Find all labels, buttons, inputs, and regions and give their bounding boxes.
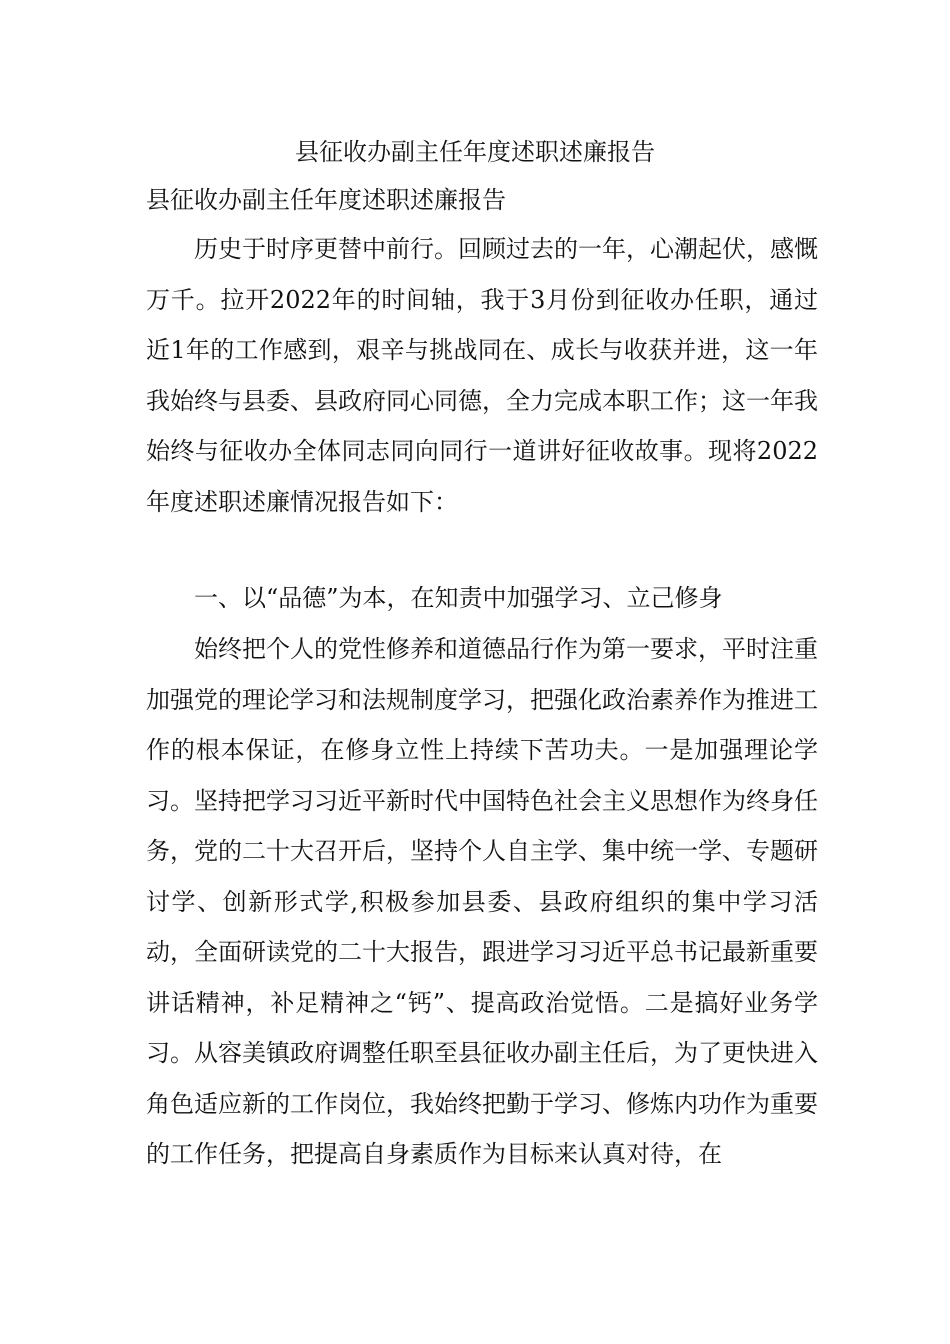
document-subtitle: 县征收办副主任年度述职述廉报告 xyxy=(146,186,506,214)
intro-paragraph: 历史于时序更替中前行。回顾过去的一年，心潮起伏，感慨万千。拉开2022年的时间轴，我于3月份到征收办任职，通过近1年的工作感到，艰辛与挑战同在、成长与收获并进，这一年我始终与县委、县政府同心同德，全力完成本职工作；这一年我始终与征收办全体同志同向同行一道讲好征收故事。现将2022年度述职述廉情况报告如下： xyxy=(146,235,818,516)
document-title: 县征收办副主任年度述职述廉报告 xyxy=(295,138,655,166)
section-body-paragraph: 始终把个人的党性修养和道德品行作为第一要求，平时注重加强党的理论学习和法规制度学习，把强化政治素养作为推进工作的根本保证，在修身立性上持续下苦功夫。一是加强理论学习。坚持把学习习近平新时代中国特色社会主义思想作为终身任务，党的二十大召开后，坚持个人自主学、集中统一学、专题研讨学、创新形式学,积极参加县委、县政府组织的集中学习活动，全面研读党的二十大报告，跟进学习习近平总书记最新重要讲话精神，补足精神之“钙”、提高政治觉悟。二是搞好业务学习。从容美镇政府调整任职至县征收办副主任后，为了更快进入角色适应新的工作岗位，我始终把勤于学习、修炼内功作为重要的工作任务，把提高自身素质作为目标来认真对待，在 xyxy=(146,635,818,1168)
section-heading: 一、以“品德”为本，在知责中加强学习、立己修身 xyxy=(194,584,723,612)
